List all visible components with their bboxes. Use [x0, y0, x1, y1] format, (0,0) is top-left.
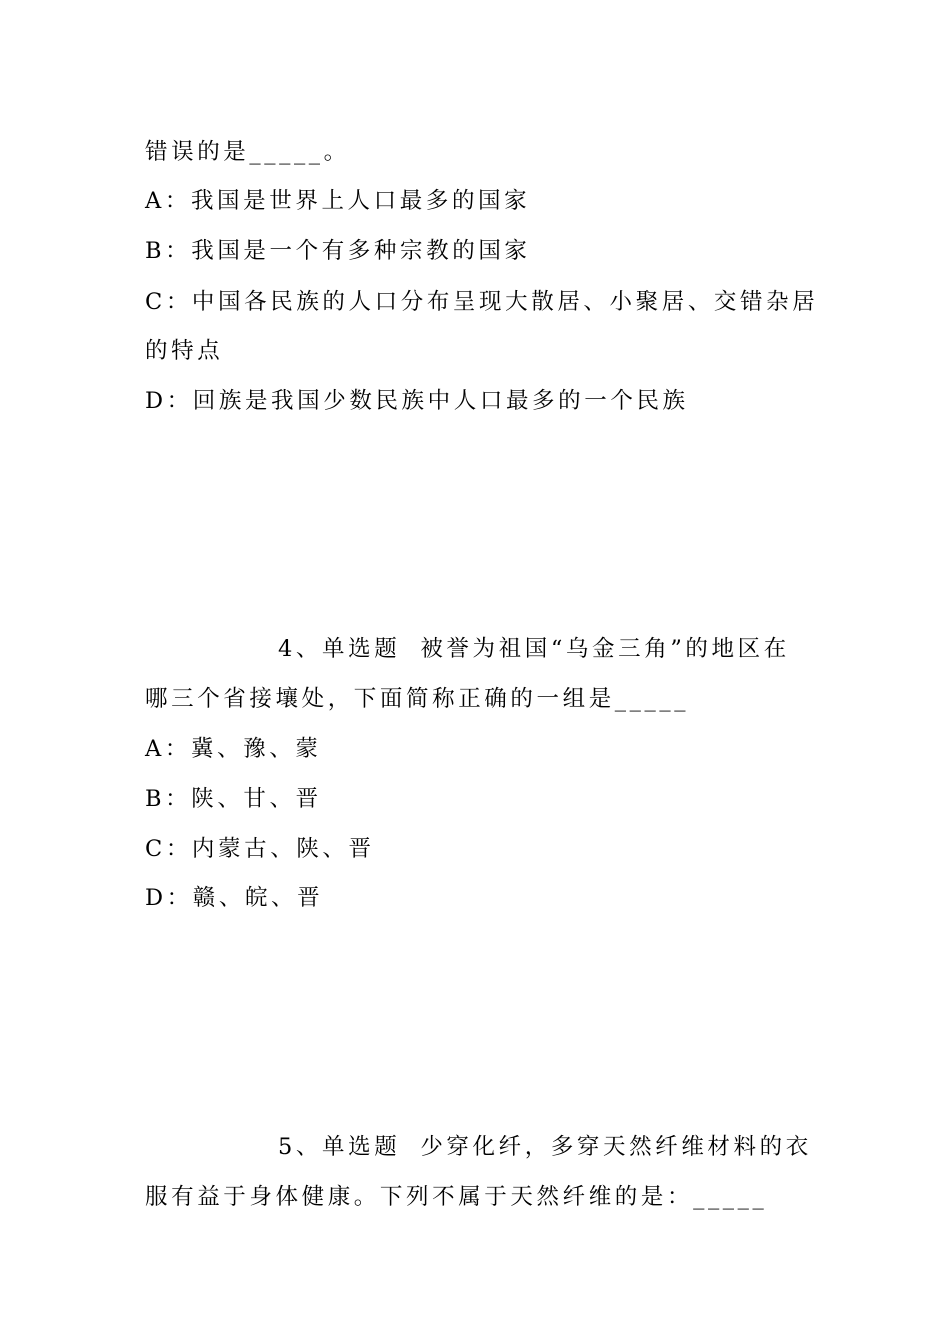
question-4-option-d: D：赣、皖、晋: [145, 885, 324, 911]
question-5-header: [278, 1132, 812, 1162]
question-4-option-a: A：冀、豫、蒙: [145, 736, 322, 762]
question-4-header: [278, 634, 790, 664]
question-3-option-c: C：中国各民族的人口分布呈现大散居、小聚居、交错杂居: [145, 289, 819, 315]
question-3-option-d: D：回族是我国少数民族中人口最多的一个民族: [145, 388, 689, 414]
question-4-stem-line-1: 被誉为祖国“乌金三角”的地区在: [420, 636, 790, 662]
question-4-number: 4、单选题: [278, 636, 401, 662]
question-4-stem-line-2: 哪三个省接壤处，下面简称正确的一组是_____: [145, 686, 690, 712]
question-3-option-a: A：我国是世界上人口最多的国家: [145, 188, 531, 214]
question-3-option-b: B：我国是一个有多种宗教的国家: [145, 238, 531, 264]
question-3-option-c-continued: 的特点: [145, 338, 224, 364]
question-3-stem-tail: 错误的是_____。: [145, 139, 350, 165]
question-5-stem-line-1: 少穿化纤，多穿天然纤维材料的衣: [420, 1134, 812, 1160]
question-5-number: 5、单选题: [278, 1134, 401, 1160]
question-4-option-c: C：内蒙古、陕、晋: [145, 836, 375, 862]
question-4-option-b: B：陕、甘、晋: [145, 786, 322, 812]
question-5-stem-line-2: 服有益于身体健康。下列不属于天然纤维的是：_____: [145, 1184, 768, 1210]
